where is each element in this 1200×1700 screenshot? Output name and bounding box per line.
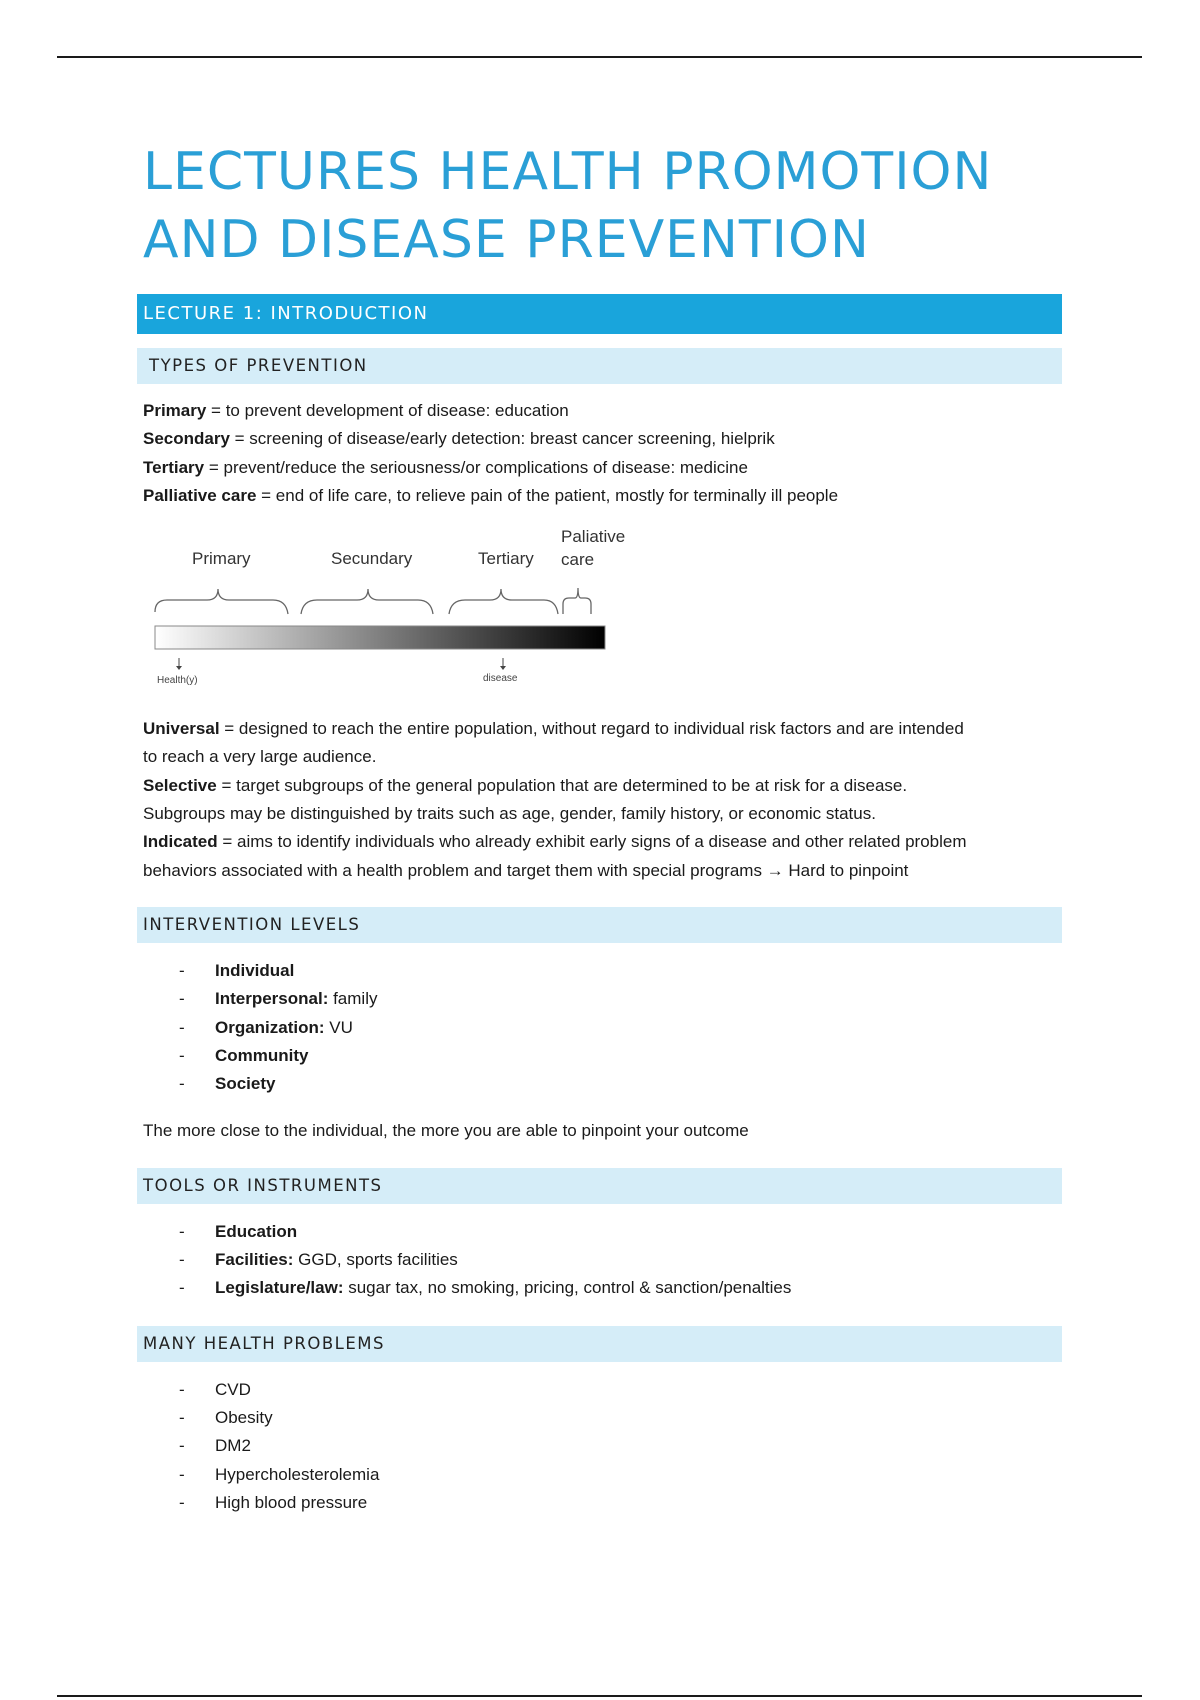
- list-item-term: Legislature/law:: [215, 1278, 344, 1298]
- list-item-text: CVD: [215, 1379, 251, 1399]
- definition-text: = designed to reach the entire population, without regard to individual risk factors and are intended: [219, 719, 964, 739]
- definition-term: Secondary: [143, 429, 230, 449]
- definition-indicated: [143, 828, 1062, 856]
- definition-primary: [143, 397, 1062, 425]
- brace-secundary: [301, 589, 433, 614]
- list-dash: -: [179, 1492, 185, 1512]
- list-item: [137, 957, 1062, 985]
- right-arrow-icon: [500, 666, 506, 670]
- definition-palliative: [143, 482, 1062, 510]
- document-title: [137, 138, 1062, 274]
- brace-palliative: [563, 588, 591, 614]
- diagram-caption-disease: disease: [483, 673, 518, 685]
- list-item-term: Organization:: [215, 1017, 325, 1037]
- prevention-definitions: [137, 397, 1062, 510]
- brace-tertiary: [449, 589, 558, 614]
- document-body: [137, 138, 1062, 1517]
- list-item: [137, 1404, 1062, 1432]
- list-item-term: Individual: [215, 960, 295, 980]
- section-heading-types: TYPES OF PREVENTION: [137, 348, 1062, 384]
- list-item-term: Society: [215, 1074, 276, 1094]
- definition-text: = to prevent development of disease: education: [206, 401, 569, 420]
- tools-list: [137, 1218, 1062, 1303]
- list-dash: -: [179, 1278, 185, 1298]
- list-dash: -: [179, 1250, 185, 1270]
- definition-text: = end of life care, to relieve pain of the patient, mostly for terminally ill people: [256, 485, 839, 505]
- health-problems-list: [137, 1376, 1062, 1517]
- list-dash: -: [179, 1221, 185, 1241]
- prevention-spectrum-diagram: [143, 522, 643, 702]
- definition-term: Primary: [143, 401, 207, 420]
- list-dash: -: [179, 1379, 185, 1399]
- section-heading-tools: TOOLS OR INSTRUMENTS: [137, 1168, 1062, 1204]
- list-item-text: GGD, sports facilities: [293, 1250, 458, 1270]
- definition-universal-continued: to reach a very large audience.: [143, 747, 377, 767]
- document-title-line-1: LECTURES HEALTH PROMOTION: [143, 142, 993, 202]
- definition-term: Indicated: [143, 832, 218, 852]
- left-arrow-icon: [176, 666, 182, 670]
- list-item: [137, 1376, 1062, 1404]
- lecture-heading: LECTURE 1: INTRODUCTION: [137, 294, 1062, 334]
- list-item-text: VU: [324, 1017, 353, 1037]
- definition-universal: [143, 715, 1062, 743]
- definition-selective: [143, 772, 1062, 800]
- definition-secondary: [143, 425, 1062, 453]
- list-dash: -: [179, 1017, 185, 1037]
- definition-selective-continued: Subgroups may be distinguished by traits such as age, gender, family history, or economic status.: [143, 804, 876, 824]
- list-item: [137, 1432, 1062, 1460]
- definition-term: Tertiary: [143, 457, 205, 477]
- definition-tertiary: [143, 454, 1062, 482]
- list-dash: -: [179, 1074, 185, 1094]
- list-item-text: High blood pressure: [215, 1492, 368, 1512]
- document-title-line-2: AND DISEASE PREVENTION: [143, 210, 870, 270]
- diagram-label-care: care: [561, 550, 595, 570]
- section-heading-health-problems: MANY HEALTH PROBLEMS: [137, 1326, 1062, 1362]
- list-item: [137, 1042, 1062, 1070]
- brace-primary: [155, 589, 288, 614]
- definition-term: Selective: [143, 775, 217, 795]
- list-item: [137, 1489, 1062, 1517]
- list-dash: -: [179, 1407, 185, 1427]
- definition-indicated-continued: behaviors associated with a health problem and target them with special programs → Hard to pinpoint: [143, 860, 909, 880]
- definition-term: Palliative care: [143, 485, 257, 505]
- list-item-text: DM2: [215, 1436, 251, 1456]
- bottom-rule: [57, 1695, 1142, 1697]
- reach-definitions: [137, 715, 1062, 885]
- diagram-label-secundary: Secundary: [331, 549, 413, 569]
- section-heading-intervention: INTERVENTION LEVELS: [137, 907, 1062, 943]
- list-item-text: sugar tax, no smoking, pricing, control & sanction/penalties: [343, 1278, 792, 1298]
- list-dash: -: [179, 960, 185, 980]
- list-item-text: Obesity: [215, 1407, 273, 1427]
- list-item: [137, 985, 1062, 1013]
- list-item: [137, 1274, 1062, 1302]
- list-dash: -: [179, 1045, 185, 1065]
- intervention-closing-text: The more close to the individual, the more you are able to pinpoint your outcome: [143, 1121, 749, 1141]
- diagram-label-primary: Primary: [192, 549, 251, 569]
- definition-text: = aims to identify individuals who already exhibit early signs of a disease and other related problem: [217, 832, 967, 852]
- intervention-levels-list: [137, 957, 1062, 1098]
- list-item-text: Hypercholesterolemia: [215, 1464, 380, 1484]
- list-item: [137, 1218, 1062, 1246]
- list-item-term: Community: [215, 1045, 309, 1065]
- definition-term: Universal: [143, 719, 220, 739]
- list-item: [137, 1461, 1062, 1489]
- definition-text: = prevent/reduce the seriousness/or complications of disease: medicine: [204, 457, 748, 477]
- diagram-caption-health: Health(y): [157, 675, 198, 687]
- top-rule: [57, 56, 1142, 58]
- diagram-label-paliative: Paliative: [561, 527, 626, 547]
- list-item-text: family: [328, 989, 378, 1009]
- list-item-term: Education: [215, 1221, 298, 1241]
- list-item-term: Interpersonal:: [215, 989, 329, 1009]
- diagram-label-tertiary: Tertiary: [478, 549, 534, 569]
- list-item: [137, 1246, 1062, 1274]
- list-item: [137, 1070, 1062, 1098]
- list-item: [137, 1014, 1062, 1042]
- list-item-term: Facilities:: [215, 1250, 294, 1270]
- list-dash: -: [179, 989, 185, 1009]
- list-dash: -: [179, 1464, 185, 1484]
- definition-text: = screening of disease/early detection: breast cancer screening, hielprik: [229, 429, 775, 449]
- health-gradient-bar: [155, 626, 605, 649]
- list-dash: -: [179, 1436, 185, 1456]
- definition-text: = target subgroups of the general population that are determined to be at risk for a disease.: [216, 775, 908, 795]
